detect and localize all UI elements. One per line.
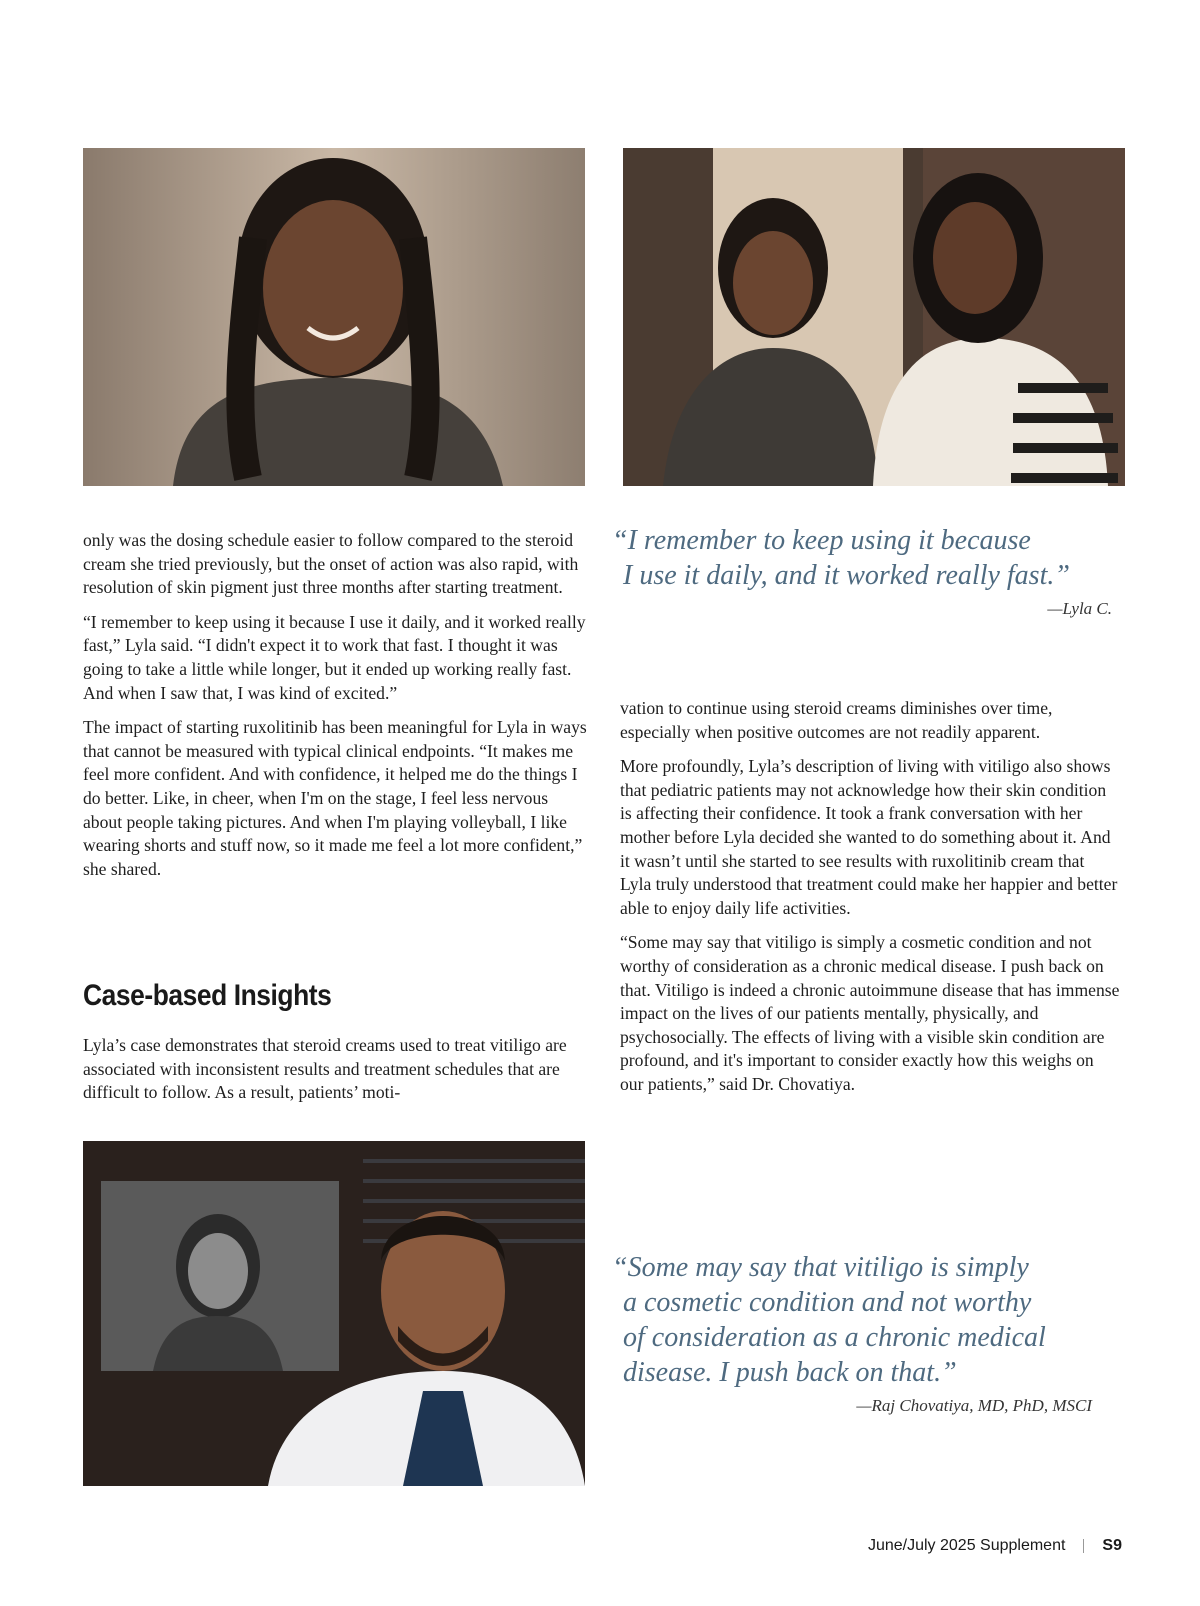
section-heading: Case-based Insights bbox=[83, 979, 332, 1012]
pull-quote-text bbox=[612, 1250, 1092, 1390]
left-paragraph-2: “I remember to keep using it because I use it daily, and it worked really fast,” Lyla said. “I didn't expect it to work that fast. I thought it was going to take a little while longer, but it ended up working really fast. And when I saw that, I was kind of excited.” bbox=[83, 611, 586, 703]
right-paragraph-1: vation to continue using steroid creams diminishes over time, especially when positive outcomes are not readily apparent. bbox=[620, 698, 1053, 742]
photo-dr-chovatiya-with-inset bbox=[83, 1141, 585, 1486]
pull-quote-lyla bbox=[612, 523, 1112, 619]
left-column bbox=[83, 529, 588, 892]
pull-quote-line: a cosmetic condition and not worthy bbox=[623, 1287, 1032, 1318]
right-paragraph-2: More profoundly, Lyla’s description of living with vitiligo also shows that pediatric patients may not acknowledge how their skin condition is affecting their confidence. It took a frank conversation with her mother before Lyla decided she wanted to do something about it. And it wasn’t until she started to see results with ruxolitinib cream that Lyla truly understood that treatment could make her happier and better able to enjoy daily life activities. bbox=[620, 756, 1118, 918]
left-paragraph-4: Lyla’s case demonstrates that steroid creams used to treat vitiligo are associated with inconsistent results and treatment schedules that are difficult to follow. As a result, patients’ moti- bbox=[83, 1035, 567, 1103]
photo-lyla-smiling bbox=[83, 148, 585, 486]
left-paragraph-1: only was the dosing schedule easier to follow compared to the steroid cream she tried previously, but the onset of action was also rapid, with resolution of skin pigment just three months after starting treatment. bbox=[83, 530, 579, 598]
pull-quote-line: “I remember to keep using it because bbox=[612, 525, 1031, 556]
pull-quote-chovatiya bbox=[612, 1250, 1092, 1416]
right-column bbox=[620, 697, 1120, 1108]
pull-quote-line: disease. I push back on that.” bbox=[623, 1357, 957, 1388]
pull-quote-line: “Some may say that vitiligo is simply bbox=[612, 1252, 1029, 1283]
pull-quote-line: I use it daily, and it worked really fast.” bbox=[623, 560, 1070, 591]
right-paragraph-3: “Some may say that vitiligo is simply a cosmetic condition and not worthy of consideration as a chronic medical disease. I push back on that. Vitiligo is indeed a chronic autoimmune disease that has immense impact on the lives of our patients mentally, physically, and psychosocially. The effects of living with a visible skin condition are profound, and it's important to consider exactly how this weighs on our patients,” said Dr. Chovatiya. bbox=[620, 932, 1120, 1094]
footer-divider bbox=[1083, 1539, 1084, 1553]
left-paragraph-3: The impact of starting ruxolitinib has been meaningful for Lyla in ways that cannot be measured with typical clinical endpoints. “It makes me feel more confident. And with confidence, it helped me do the things I do better. Like, in cheer, when I'm on the stage, I feel less nervous about people taking pictures. And when I'm playing volleyball, I like wearing shorts and stuff now, so it made me feel a lot more confident,” she shared. bbox=[83, 717, 587, 879]
pull-quote-text bbox=[612, 523, 1112, 593]
left-column-continued bbox=[83, 1034, 588, 1116]
pull-quote-attribution: —Raj Chovatiya, MD, PhD, MSCI bbox=[856, 1396, 1092, 1415]
page-footer bbox=[868, 1537, 1122, 1555]
page-number: S9 bbox=[1102, 1537, 1122, 1554]
publication-name: June/July 2025 Supplement bbox=[867, 1537, 1066, 1554]
pull-quote-attribution: —Lyla C. bbox=[1047, 599, 1112, 618]
photo-lyla-and-mother bbox=[623, 148, 1125, 486]
pull-quote-line: of consideration as a chronic medical bbox=[623, 1322, 1046, 1353]
